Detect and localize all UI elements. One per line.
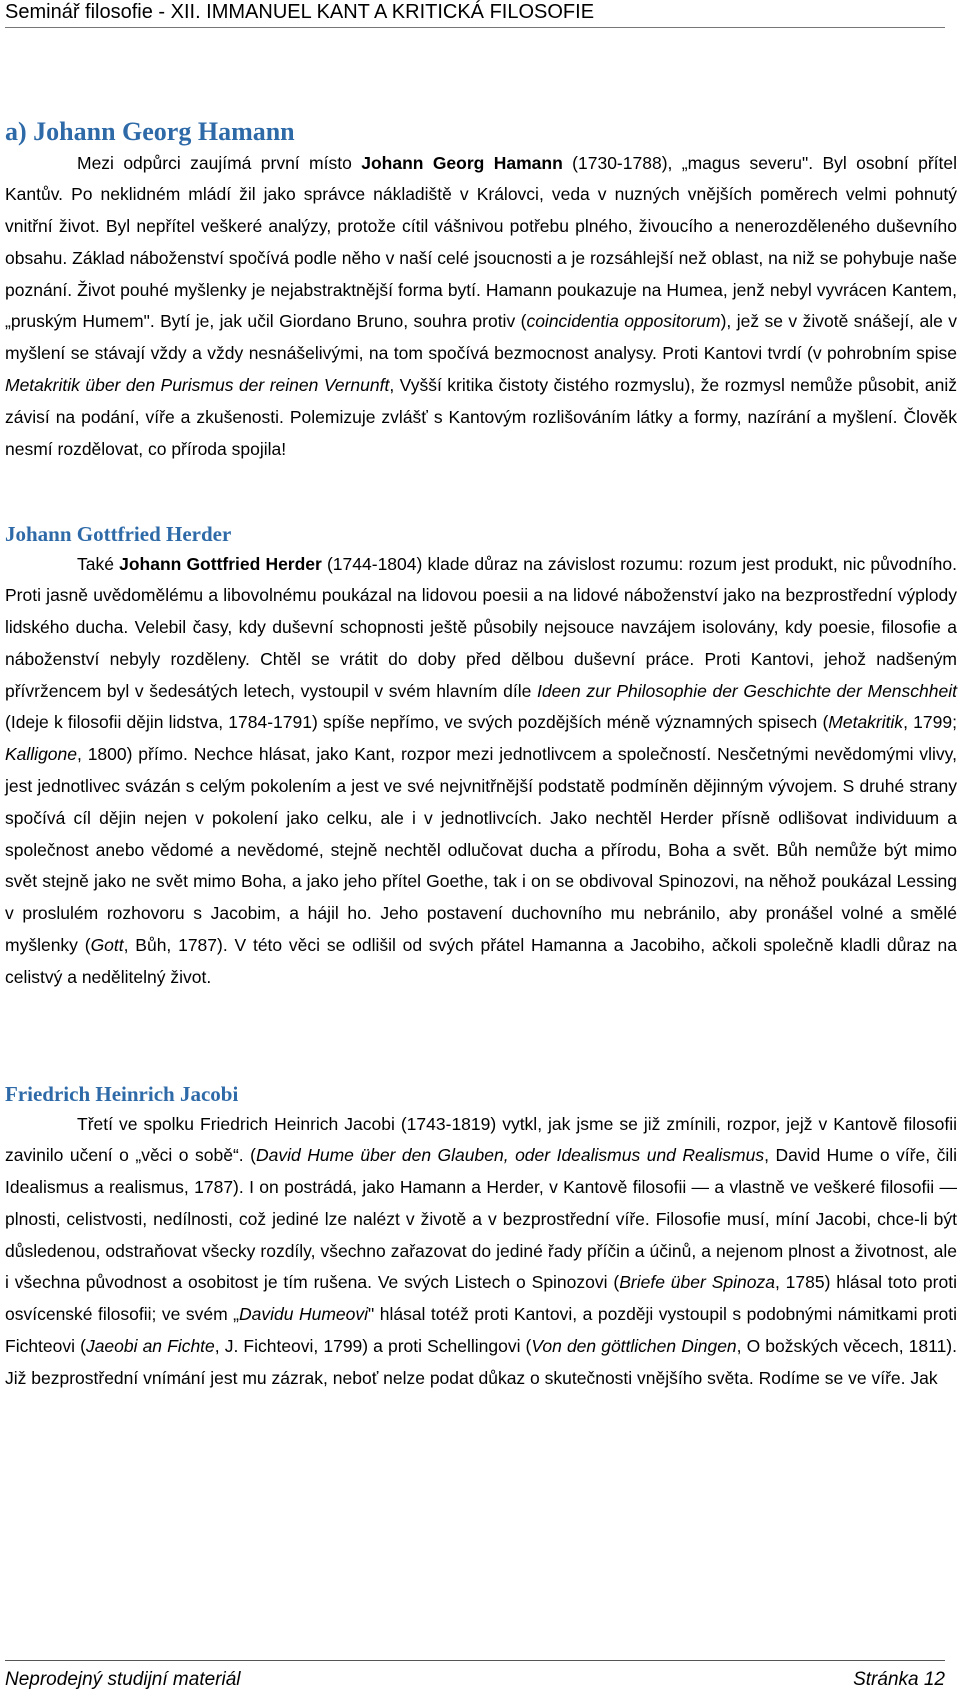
running-header: Seminář filosofie - XII. IMMANUEL KANT A KRITICKÁ FILOSOFIE [5,0,945,28]
italic-title: Metakritik [828,712,904,733]
italic-title: Kalligone [5,744,77,765]
text-run: , 1800) přímo. Nechce hlásat, jako Kant, rozpor mezi jednotlivcem a společností. Nesčetnými nevědomými vlivy, jest jednotlivec svázán s celým pokolením a jest ve své nejvnitřnější podstatě podmíněn dějinným vývojem. S druhé strany spočívá cíl dějin nejen v pokolení jako celku, ale i v jednotlivcích. Jako nechtěl Herder přísně odlišovat individuum a společnost anebo vědomé a nevědomé, stejně nechtěl odlučovat ducha a přírodu, Boha a svět. Bůh nemůže být mimo svět stejně jako ne svět mimo Boha, a jako jeho přítel Goethe, tak i on se obdivoval Spinozovi, na něhož poukázal Lessing v proslulém rozhovoru s Jacobim, a hájil ho. Jeho postavení duchovního mu nebránilo, aby pronášel volné a smělé myšlenky ( [5,744,957,956]
text-run: , Vyšší kritika čistoty čistého rozmyslu), že rozmysl nemůže působit, aniž závisí na podání, víře a zkušenosti. Polemizuje zvlášť s Kantovým rozlišováním látky a formy, nazírání a myšlení. Člověk nesmí rozdělovat, co příroda spojila! [5,375,957,459]
italic-title: Briefe über Spinoza [619,1272,775,1293]
section-heading-hamann: a) Johann Georg Hamann [5,117,295,146]
paragraph-herder [5,549,957,994]
italic-title: Gott [90,935,124,956]
italic-title: coincidentia oppositorum [526,311,721,332]
text-run: Také [77,553,120,574]
italic-title: Von den göttlichen Dingen [531,1336,737,1357]
section-heading-herder: Johann Gottfried Herder [5,522,232,546]
italic-title: David Hume über den Glauben, oder Idealismus und Realismus [255,1145,765,1166]
document-page [5,0,957,1697]
section-heading-jacobi: Friedrich Heinrich Jacobi [5,1082,239,1106]
text-run: , O božských věcech, 1811). Již bezprostřední vnímání jest mu zázrak, neboť nelze podat důkaz o skutečnosti vnějšího světa. Rodíme se ve víře. Jak [5,1336,957,1388]
text-run: , 1785) hlásal toto proti osvícenské filosofii; ve svém „ [5,1272,957,1325]
paragraph-jacobi [5,1109,957,1395]
italic-title: Jaeobi an Fichte [85,1336,215,1357]
text-run: , 1799; [903,712,957,733]
italic-title: Metakritik über den Purismus der reinen Vernunft [5,375,390,396]
text-run: Třetí ve spolku Friedrich Heinrich Jacobi (1743-1819) vytkl, jak jsme se již zmínili, rozpor, jejž v Kantově filosofii zavinilo učení o „věci o sobě“. ( [5,1113,957,1166]
text-run: , David Hume o víře, čili Idealismus a realismus, 1787). I on postrádá, jako Hamann a Herder, v Kantově filosofii — a vlastně ve veškeré filosofii — plnosti, celistvosti, nedílnosti, což jediné lze nalézt v životě a v bezprostřední víře. Filosofie musí, míní Jacobi, chce-li být důsledenou, odstraňovat všecky rozdíly, všechno zařazovat do jediné řady příčin a účinů, a nejenom plnost a životnost, ale i všechna původnost a osobitost je tím rušena. Ve svých Listech o Spinozovi ( [5,1145,957,1293]
bold-name: Johann Georg Hamann [361,152,563,173]
text-run: (Ideje k filosofii dějin lidstva, 1784-1791) spíše nepřímo, ve svých pozdějších méně významných spisech ( [5,712,829,733]
footer-left-text: Neprodejný studijní materiál [5,1669,241,1690]
italic-title: Davidu Humeovi [238,1304,369,1325]
text-run: " hlásal totéž proti Kantovi, a později vystoupil s podobnými námitkami proti Fichteovi ( [5,1304,957,1357]
text-run: Mezi odpůrci zaujímá první místo [77,152,362,173]
text-run: , J. Fichteovi, 1799) a proti Schellingovi ( [214,1336,532,1357]
footer-page-number: Stránka 12 [853,1669,945,1690]
italic-title: Ideen zur Philosophie der Geschichte der Menschheit [536,680,957,701]
text-run: , Bůh, 1787). V této věci se odlišil od svých přátel Hamanna a Jacobiho, ačkoli společně kladli důraz na celistvý a nedělitelný život. [5,935,957,987]
text-run: (1730-1788), „magus severu". Byl osobní přítel Kantův. Po neklidném mládí žil jako správce nákladiště v Královci, veda v nuzných vnějších poměrech velmi pohnutý vnitřní život. Byl nepřítel veškeré analýzy, protože cítil vášnivou potřebu plného, živoucího a nenerozděleného duševního obsahu. Základ náboženství spočívá podle něho v naší celé jsoucnosti a je rozsáhlejší než oblast, na niž se pohybuje naše poznání. Život pouhé myšlenky je nejabstraktnější forma bytí. Hamann poukazuje na Humea, jenž nebyl vyvrácen Kantem, „pruským Humem". Bytí je, jak učil Giordano Bruno, souhra protiv ( [5,152,958,332]
paragraph-hamann [5,148,957,466]
page-footer [5,1660,945,1695]
bold-name: Johann Gottfried Herder [119,553,322,574]
text-run: ), jež se v životě snášejí, ale v myšlení se stávají vždy a vždy nesnášelivými, na tom spočívá bezmocnost analysy. Proti Kantovi tvrdí (v pohrobním spise [5,311,957,364]
text-run: (1744-1804) klade důraz na závislost rozumu: rozum jest produkt, nic původního. Proti jasně uvědomělému a libovolnému poukázal na lidovou poesii a na lidové náboženství jako na bezprostřední výplody lidského ducha. Velebil časy, kdy duševní schopnosti ještě působily nejsouce navzájem isolovány, kdy poesie, filosofie a náboženství nebyly rozděleny. Chtěl se vrátit do doby před dělbou duševní práce. Proti Kantovi, jehož nadšeným přívržencem byl v šedesátých letech, vystoupil v svém hlavním díle [5,553,957,701]
